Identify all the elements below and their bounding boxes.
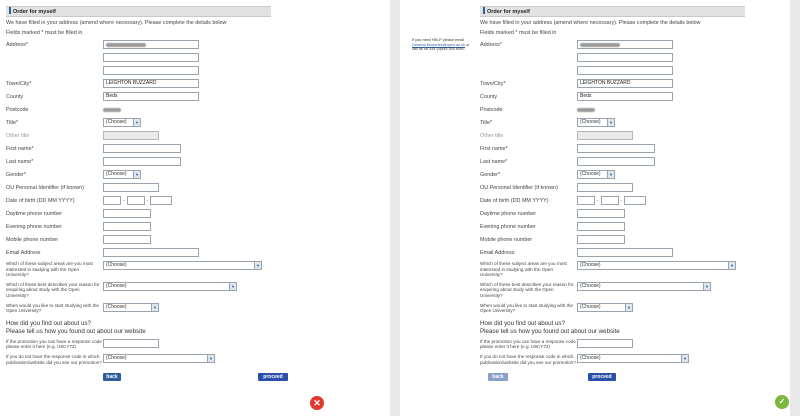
required-note: Fields marked * must be filled in [6,30,83,36]
county-label: County [480,93,498,100]
address-line-1-input[interactable] [577,40,673,49]
reason-select[interactable]: (Choose) ▼ [577,282,711,291]
dob-month-input[interactable] [127,196,145,205]
evening-phone-input[interactable] [103,222,151,231]
chevron-down-icon: ▼ [151,304,158,311]
start-question: When would you like to start studying with the Open University? [6,302,99,314]
chevron-down-icon: ▼ [607,119,614,126]
email-label: Email Address [6,249,41,256]
left-form-panel [0,0,390,416]
promo-code-input[interactable] [103,339,159,348]
evening-phone-input[interactable] [577,222,625,231]
daytime-phone-label: Daytime phone number [480,210,537,217]
reason-question: Which of these best describes your reason for enquiring about study with the Open University? [480,281,574,298]
subject-question: Which of these subject areas are you most interested in studying with the Open University? [6,261,93,278]
proceed-button[interactable]: proceed [258,373,288,381]
evening-phone-label: Evening phone number [480,223,536,230]
address-line-3-input[interactable] [577,66,673,75]
postcode-label: Postcode [6,106,29,113]
how-find-subheading: Please tell us how you found out about our website [480,327,620,335]
back-button[interactable]: back [103,373,121,381]
chevron-down-icon: ▼ [728,262,735,269]
address-label: Address* [480,41,502,48]
help-email-link[interactable]: General-Enquiries@open.ac.uk [412,42,466,47]
form-header [480,6,745,17]
help-text: If you need HELP please email General-Enquiries@open.ac.uk or call us on 444 (0)845 300 6090 [412,38,470,52]
required-note: Fields marked * must be filled in [480,30,557,36]
right-form-panel [400,0,790,416]
address-line-2-input[interactable] [103,53,199,62]
postcode-label: Postcode [480,106,503,113]
chevron-down-icon: ▼ [625,304,632,311]
email-label: Email Address [480,249,515,256]
promo-code-label: If the promotion you can have a response code please enter it here (e.g. U9CY72) [480,338,576,350]
mobile-phone-label: Mobile phone number [6,236,59,243]
gender-select[interactable]: (Choose) ▼ [103,170,141,179]
ou-pi-input[interactable] [577,183,633,192]
start-select[interactable]: (Choose) ▼ [103,303,159,312]
form-title: Order for myself [487,9,530,15]
reason-question: Which of these best describes your reason for enquiring about study with the Open University? [6,281,100,298]
postcode-value [577,108,595,112]
title-select[interactable]: (Choose) ▼ [103,118,141,127]
title-select[interactable]: (Choose) ▼ [577,118,615,127]
ou-pi-input[interactable] [103,183,159,192]
daytime-phone-input[interactable] [103,209,151,218]
first-name-input[interactable] [577,144,655,153]
dob-day-input[interactable] [577,196,595,205]
mobile-phone-label: Mobile phone number [480,236,533,243]
county-input[interactable]: Beds [103,92,199,101]
town-input[interactable]: LEIGHTON BUZZARD [103,79,199,88]
proceed-button[interactable]: proceed [588,373,616,381]
chevron-down-icon: ▼ [207,355,214,362]
address-label: Address* [6,41,28,48]
address-line-1-input[interactable] [103,40,199,49]
email-input[interactable] [103,248,199,257]
gender-select[interactable]: (Choose) ▼ [577,170,615,179]
gender-label: Gender* [6,171,27,178]
daytime-phone-label: Daytime phone number [6,210,63,217]
title-label: Title* [480,119,493,126]
town-label: Town/City* [480,80,506,87]
dob-month-input[interactable] [601,196,619,205]
promo-code-label: If the promotion you can have a response code please enter it here (e.g. U9CY72) [6,338,102,350]
order-form: Order for myself We have filled in your address (amend where necessary). Please complete the details below Fields marked * must be filled in Address* Town/City* LEIGHTON BUZZARD County Beds Postcode Title* (Choose) ▼ Other title First name* Last name* Gender* (Choose) ▼ OU Personal Identifier (if known) Date of birth (DD MM YYYY) - - Daytime phone number Evening phone number Mobile phone number Email Address Which of these subject areas are you most interested in studying with the Open University? (Choose) ▼ Which of these best describes your reason for enquiring about study with the Open University? (Choose) ▼ When would you like to start studying with the Open University? (Choose) ▼ How did you find out about us? Please tell us how you found out about our website If the promotion you can have a response code please enter it here (e.g. U9CY72) If you do not have the response code in which publication/website did you see our promotion? (Choose) ▼ back proceed [6,6,271,385]
intro-text: We have filled in your address (amend where necessary). Please complete the details below [480,20,701,26]
promo-source-select[interactable]: (Choose) ▼ [577,354,689,363]
promo-code-input[interactable] [577,339,633,348]
town-label: Town/City* [6,80,32,87]
dob-day-input[interactable] [103,196,121,205]
ou-pi-label: OU Personal Identifier (if known) [6,184,84,191]
promo-source-label: If you do not have the response code in which publication/website did you see our promotion? [480,353,576,365]
start-select[interactable]: (Choose) ▼ [577,303,633,312]
error-x-icon: ✕ [310,396,324,410]
gender-label: Gender* [480,171,501,178]
form-buttons [480,373,745,385]
address-line-3-input[interactable] [103,66,199,75]
intro-text: We have filled in your address (amend where necessary). Please complete the details below [6,20,227,26]
dob-year-input[interactable] [150,196,172,205]
mobile-phone-input[interactable] [577,235,625,244]
order-form: Order for myself We have filled in your address (amend where necessary). Please complete the details below Fields marked * must be filled in Address* Town/City* LEIGHTON BUZZARD County Beds Postcode Title* (Choose) ▼ Other title First name* Last name* Gender* (Choose) ▼ OU Personal Identifier (if known) Date of birth (DD MM YYYY) - - Daytime phone number Evening phone number Mobile phone number Email Address Which of these subject areas are you most interested in studying with the Open University? (Choose) ▼ Which of these best describes your reason for enquiring about study with the Open University? (Choose) ▼ When would you like to start studying with the Open University? (Choose) ▼ How did you find out about us? Please tell us how you found out about our website If the promotion you can have a response code please enter it here (e.g. U9CY72) If you do not have the response code in which publication/website did you see our promotion? (Choose) ▼ back proceed [480,6,745,385]
last-name-input[interactable] [103,157,181,166]
chevron-down-icon: ▼ [607,171,614,178]
last-name-label: Last name* [480,158,508,165]
dob-year-input[interactable] [624,196,646,205]
email-input[interactable] [577,248,673,257]
mobile-phone-input[interactable] [103,235,151,244]
address-line-2-input[interactable] [577,53,673,62]
county-label: County [6,93,24,100]
promo-source-select[interactable]: (Choose) ▼ [103,354,215,363]
title-label: Title* [6,119,19,126]
subject-select[interactable]: (Choose) ▼ [577,261,736,270]
how-find-heading: How did you find out about us? [6,319,91,327]
form-title: Order for myself [13,9,56,15]
chevron-down-icon: ▼ [229,283,236,290]
help-phone: 444 (0)845 300 6090 [429,47,465,52]
other-title-label: Other title [480,132,504,139]
evening-phone-label: Evening phone number [6,223,62,230]
form-header [6,6,271,17]
success-check-icon: ✓ [775,395,789,409]
first-name-label: First name* [6,145,34,152]
town-input[interactable]: LEIGHTON BUZZARD [577,79,673,88]
chevron-down-icon: ▼ [133,119,140,126]
chevron-down-icon: ▼ [133,171,140,178]
first-name-input[interactable] [103,144,181,153]
chevron-down-icon: ▼ [703,283,710,290]
subject-select[interactable]: (Choose) ▼ [103,261,262,270]
form-buttons [6,373,283,385]
back-button[interactable]: back [488,373,508,381]
ou-pi-label: OU Personal Identifier (if known) [480,184,558,191]
first-name-label: First name* [480,145,508,152]
dob-label: Date of birth (DD MM YYYY) [480,197,549,204]
how-find-subheading: Please tell us how you found out about our website [6,327,146,335]
dob-label: Date of birth (DD MM YYYY) [6,197,75,204]
other-title-label: Other title [6,132,30,139]
start-question: When would you like to start studying with the Open University? [480,302,573,314]
last-name-label: Last name* [6,158,34,165]
subject-question: Which of these subject areas are you most interested in studying with the Open University? [480,261,567,278]
chevron-down-icon: ▼ [254,262,261,269]
chevron-down-icon: ▼ [681,355,688,362]
reason-select[interactable]: (Choose) ▼ [103,282,237,291]
last-name-input[interactable] [577,157,655,166]
county-input[interactable]: Beds [577,92,673,101]
postcode-value [103,108,121,112]
how-find-heading: How did you find out about us? [480,319,565,327]
promo-source-label: If you do not have the response code in which publication/website did you see our promotion? [6,353,102,365]
daytime-phone-input[interactable] [577,209,625,218]
other-title-input [103,131,159,140]
other-title-input [577,131,633,140]
